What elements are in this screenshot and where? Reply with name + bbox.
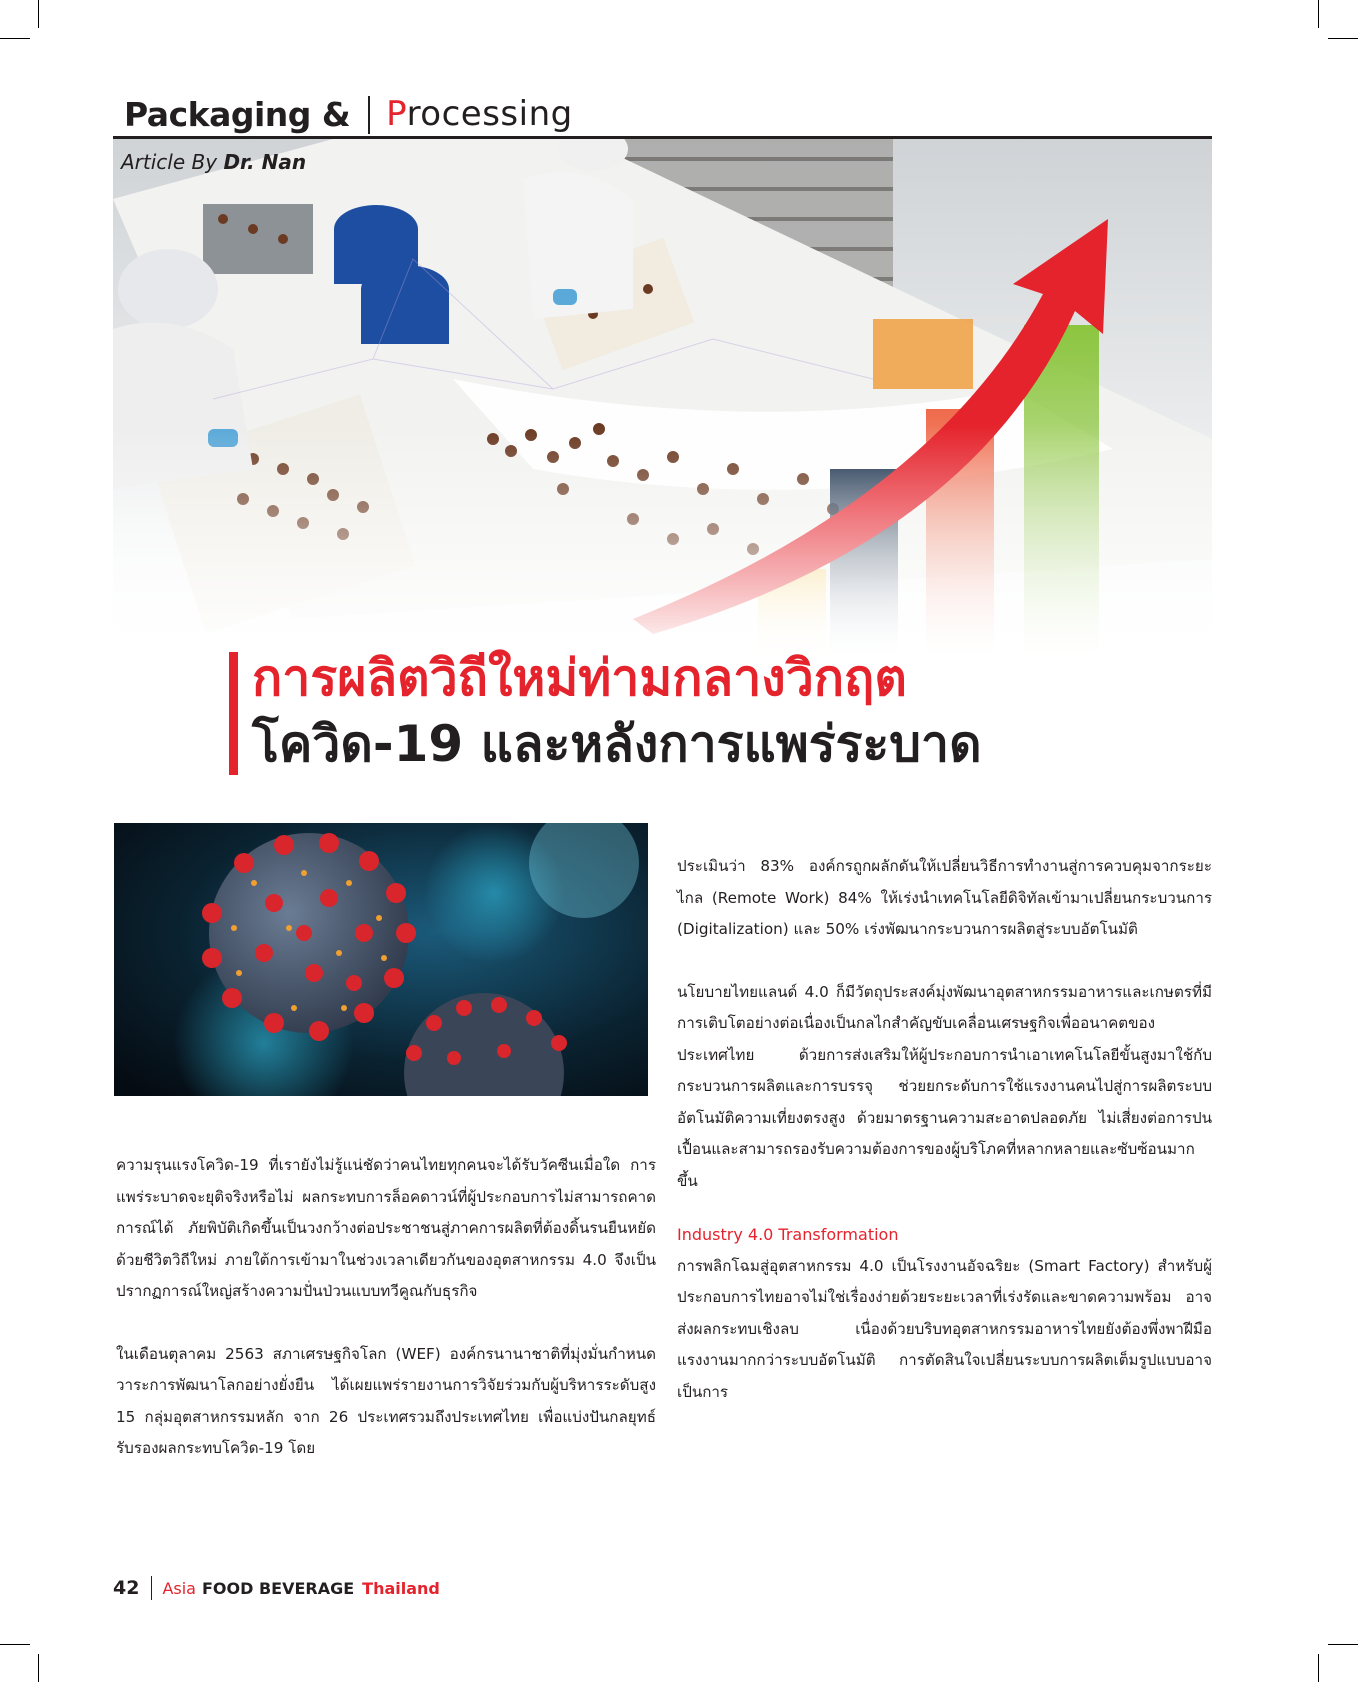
article-byline	[121, 150, 306, 174]
byline-prefix: Article By	[121, 150, 224, 174]
crop-mark-tl-v	[38, 0, 39, 28]
crop-mark-bl-v	[38, 1654, 39, 1682]
footer-food-beverage: FOOD BEVERAGE	[201, 1578, 355, 1598]
footer-divider	[151, 1576, 152, 1600]
crop-mark-tr-h	[1328, 38, 1358, 39]
article-title	[252, 645, 982, 777]
crop-mark-bl-h	[0, 1644, 30, 1645]
crop-mark-br-h	[1328, 1644, 1358, 1645]
header-section-initial: P	[386, 94, 407, 134]
page-number: 42	[113, 1577, 140, 1599]
right-paragraph-3: การพลิกโฉมสู่อุตสาหกรรม 4.0 เป็นโรงงานอัจฉริยะ (Smart Factory) สำหรับผู้ประกอบการไทยอาจไม่ใช่เรื่องง่ายด้วยระยะเวลาที่เร่งรัดและขาดความพร้อม อาจส่งผลกระทบเชิงลบ เนื่องด้วยบริบทอุตสาหกรรมอาหารไทยยังต้องพึ่งพาฝีมือแรงงานมากกว่าระบบอัตโนมัติ การตัดสินใจเปลี่ยนระบบการผลิตเต็มรูปแบบอาจเป็นการ	[677, 1256, 1212, 1401]
left-paragraph-1: ความรุนแรงโควิด-19 ที่เรายังไม่รู้แน่ชัดว่าคนไทยทุกคนจะได้รับวัคซีนเมื่อใด การแพร่ระบาดจะยุติจริงหรือไม่ ผลกระทบการล็อคดาวน์ที่ผู้ประกอบการไม่สามารถคาดการณ์ได้ ภัยพิบัติเกิดขึ้นเป็นวงกว้างต่อประชาชนสู่ภาคการผลิตที่ต้องดิ้นรนยืนหยัดด้วยชีวิตวิถีใหม่ ภายใต้การเข้ามาในช่วงเวลาเดียวกันของอุตสาหกรรม 4.0 จึงเป็นปรากฏการณ์ใหญ่สร้างความปั่นป่วนแบบทวีคูณกับธุรกิจ	[116, 1156, 656, 1300]
crop-mark-tl-h	[0, 38, 30, 39]
title-line-2: โควิด-19 และหลังการแพร่ระบาด	[252, 715, 982, 773]
header-divider	[368, 96, 370, 134]
left-paragraph-2: ในเดือนตุลาคม 2563 สภาเศรษฐกิจโลก (WEF) องค์กรนานาชาติที่มุ่งมั่นกำหนดวาระการพัฒนาโลกอย่างยั่งยืน ได้เผยแพร่รายงานการวิจัยร่วมกับผู้บริหารระดับสูง 15 กลุ่มอุตสาหกรรมหลัก จาก 26 ประเทศรวมถึงประเทศไทย เพื่อแบ่งปันกลยุทธ์รับรองผลกระทบโควิด-19 โดย	[116, 1344, 656, 1457]
virus-image	[114, 823, 648, 1096]
left-text-column	[116, 1150, 656, 1465]
section-subheading: Industry 4.0 Transformation	[677, 1225, 899, 1244]
crop-mark-tr-v	[1318, 0, 1319, 28]
title-accent-bar	[229, 652, 238, 775]
right-text-column	[677, 851, 1212, 1408]
hero-illustration	[113, 139, 1212, 659]
header-brand: Packaging &	[124, 95, 351, 134]
right-paragraph-2: นโยบายไทยแลนด์ 4.0 ก็มีวัตถุประสงค์มุ่งพัฒนาอุตสาหกรรมอาหารและเกษตรที่มีการเติบโตอย่างต่อเนื่องเป็นกลไกสำคัญขับเคลื่อนเศรษฐกิจเพื่ออนาคตของประเทศไทย ด้วยการส่งเสริมให้ผู้ประกอบการนำเอาเทคโนโลยีขั้นสูงมาใช้กับกระบวนการผลิตและการบรรจุ ช่วยยกระดับการใช้แรงงานคนไปสู่การผลิตระบบอัตโนมัติความเที่ยงตรงสูง ด้วยมาตรฐานความสะอาดปลอดภัย ไม่เสี่ยงต่อการปนเปื้อนและสามารถรองรับความต้องการของผู้บริโภคที่หลากหลายและซับซ้อนมากขึ้น	[677, 982, 1212, 1190]
page-footer	[113, 1576, 440, 1600]
right-paragraph-1: ประเมินว่า 83% องค์กรถูกผลักดันให้เปลี่ยนวิธีการทำงานสู่การควบคุมจากระยะไกล (Remote Work) 84% ให้เร่งนำเทคโนโลยีดิจิทัลเข้ามาเปลี่ยนกระบวนการ (Digitalization) และ 50% เร่งพัฒนากระบวนการผลิตสู่ระบบอัตโนมัติ	[677, 857, 1212, 938]
section-header	[124, 94, 573, 134]
crop-mark-br-v	[1318, 1654, 1319, 1682]
title-line-1: การผลิตวิถีใหม่ท่ามกลางวิกฤต	[252, 649, 907, 707]
header-section	[386, 94, 573, 134]
virus-illustration	[114, 823, 648, 1096]
byline-author: Dr. Nan	[223, 150, 307, 174]
footer-thailand: Thailand	[362, 1578, 440, 1598]
footer-asia: Asia	[162, 1578, 196, 1598]
header-section-rest: rocessing	[406, 94, 573, 134]
hero-image	[113, 139, 1212, 659]
